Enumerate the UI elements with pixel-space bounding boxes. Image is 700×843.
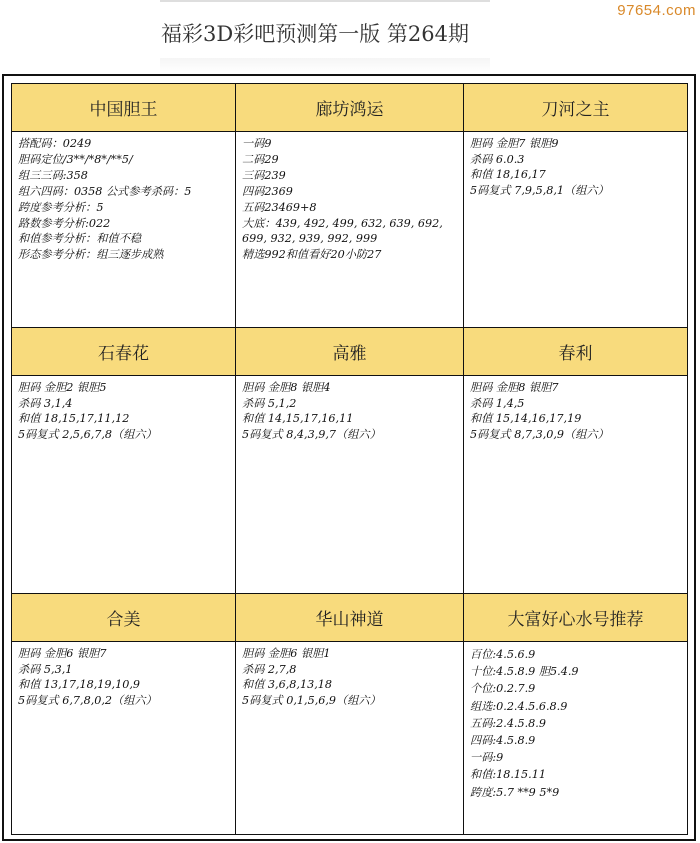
prediction-line: 胆码 金胆6 银胆7 (18, 647, 107, 660)
prediction-line: 路数参考分析:022 (18, 216, 111, 230)
prediction-line: 五码:2.4.5.8.9 (470, 716, 546, 730)
prediction-line: 杀码 1,4,5 (470, 396, 525, 410)
cell-heading: 合美 (12, 594, 235, 642)
prediction-line: 胆码 金胆7 银胆9 (470, 137, 559, 150)
prediction-line: 杀码 5,1,2 (242, 396, 297, 410)
prediction-line: 和值参考分析：和值不稳 (18, 232, 142, 246)
prediction-line: 跨度参考分析：5 (18, 200, 104, 214)
prediction-line: 四码2369 (242, 184, 293, 198)
cell-content (236, 642, 463, 708)
site-watermark: 97654.com (617, 2, 696, 19)
prediction-line: 三码239 (242, 168, 286, 182)
prediction-cell (12, 84, 236, 328)
prediction-line: 5码复式 8,4,3,9,7（组六） (242, 427, 381, 441)
cell-heading: 刀河之主 (464, 84, 687, 132)
cell-heading: 中国胆王 (12, 84, 235, 132)
prediction-line: 精选992和值看好20小防27 (242, 248, 382, 262)
prediction-line: 十位:4.5.8.9 胆5.4.9 (470, 665, 579, 679)
prediction-line: 杀码 2,7,8 (242, 662, 297, 676)
prediction-line: 699, 932, 939, 992, 999 (242, 232, 378, 246)
prediction-line: 胆码 金胆6 银胆1 (242, 647, 331, 660)
cell-heading: 春利 (464, 328, 687, 376)
prediction-line: 5码复式 7,9,5,8,1（组六） (470, 183, 609, 197)
top-divider (160, 0, 490, 2)
prediction-line: 百位:4.5.6.9 (470, 648, 536, 661)
prediction-cell (236, 84, 464, 328)
prediction-line: 四码:4.5.8.9 (470, 734, 536, 748)
cell-content (12, 642, 235, 708)
prediction-line: 和值:18.15.11 (470, 768, 546, 782)
prediction-line: 杀码 6.0.3 (470, 152, 525, 166)
prediction-line: 胆码 金胆2 银胆5 (18, 381, 107, 394)
prediction-line: 5码复式 8,7,3,0,9（组六） (470, 427, 609, 441)
prediction-cell (12, 594, 236, 835)
cell-content (464, 376, 687, 442)
prediction-line: 搭配码：0249 (18, 137, 92, 150)
prediction-cell (464, 84, 688, 328)
page-title: 福彩3D彩吧预测第一版 第264期 (161, 22, 469, 46)
cell-heading: 廊坊鸿运 (236, 84, 463, 132)
prediction-table-frame (2, 74, 696, 841)
prediction-table (11, 83, 688, 835)
cell-content (236, 376, 463, 442)
prediction-line: 组选:0.2.4.5.6.8.9 (470, 699, 568, 713)
cell-heading: 石春花 (12, 328, 235, 376)
cell-content (12, 132, 235, 263)
prediction-cell (464, 328, 688, 594)
prediction-line: 胆码 金胆8 银胆4 (242, 381, 331, 394)
title-band (160, 58, 490, 72)
prediction-line: 胆码 金胆8 银胆7 (470, 381, 559, 394)
prediction-line: 个位:0.2.7.9 (470, 682, 536, 696)
prediction-line: 跨度:5.7 **9 5*9 (470, 785, 560, 799)
cell-content (236, 132, 463, 263)
prediction-line: 大底：439, 492, 499, 632, 639, 692, (242, 216, 443, 230)
prediction-line: 二码29 (242, 152, 279, 166)
prediction-line: 和值 3,6,8,13,18 (242, 678, 332, 692)
prediction-line: 胆码定位/3**/*8*/**5/ (18, 152, 133, 166)
prediction-cell (236, 594, 464, 835)
prediction-line: 和值 18,15,17,11,12 (18, 412, 130, 426)
prediction-line: 组三三码:358 (18, 168, 88, 182)
prediction-line: 杀码 5,3,1 (18, 662, 73, 676)
prediction-line: 五码23469+8 (242, 200, 317, 214)
cell-content (464, 132, 687, 198)
prediction-line: 5码复式 0,1,5,6,9（组六） (242, 693, 381, 707)
prediction-line: 和值 13,17,18,19,10,9 (18, 678, 141, 692)
cell-heading: 大富好心水号推荐 (464, 594, 687, 642)
prediction-cell (12, 328, 236, 594)
prediction-line: 形态参考分析：组三逐步成熟 (18, 248, 164, 262)
prediction-line: 和值 15,14,16,17,19 (470, 412, 582, 426)
prediction-line: 5码复式 6,7,8,0,2（组六） (18, 693, 157, 707)
prediction-line: 和值 18,16,17 (470, 168, 546, 182)
prediction-line: 杀码 3,1,4 (18, 396, 73, 410)
prediction-cell (236, 328, 464, 594)
cell-heading: 华山神道 (236, 594, 463, 642)
cell-heading: 高雅 (236, 328, 463, 376)
prediction-line: 一码:9 (470, 751, 504, 765)
prediction-line: 组六四码：0358 公式参考杀码：5 (18, 184, 192, 198)
prediction-line: 5码复式 2,5,6,7,8（组六） (18, 427, 157, 441)
prediction-line: 和值 14,15,17,16,11 (242, 412, 354, 426)
cell-content (12, 376, 235, 442)
prediction-cell (464, 594, 688, 835)
cell-content (464, 642, 687, 801)
prediction-line: 一码9 (242, 137, 272, 150)
